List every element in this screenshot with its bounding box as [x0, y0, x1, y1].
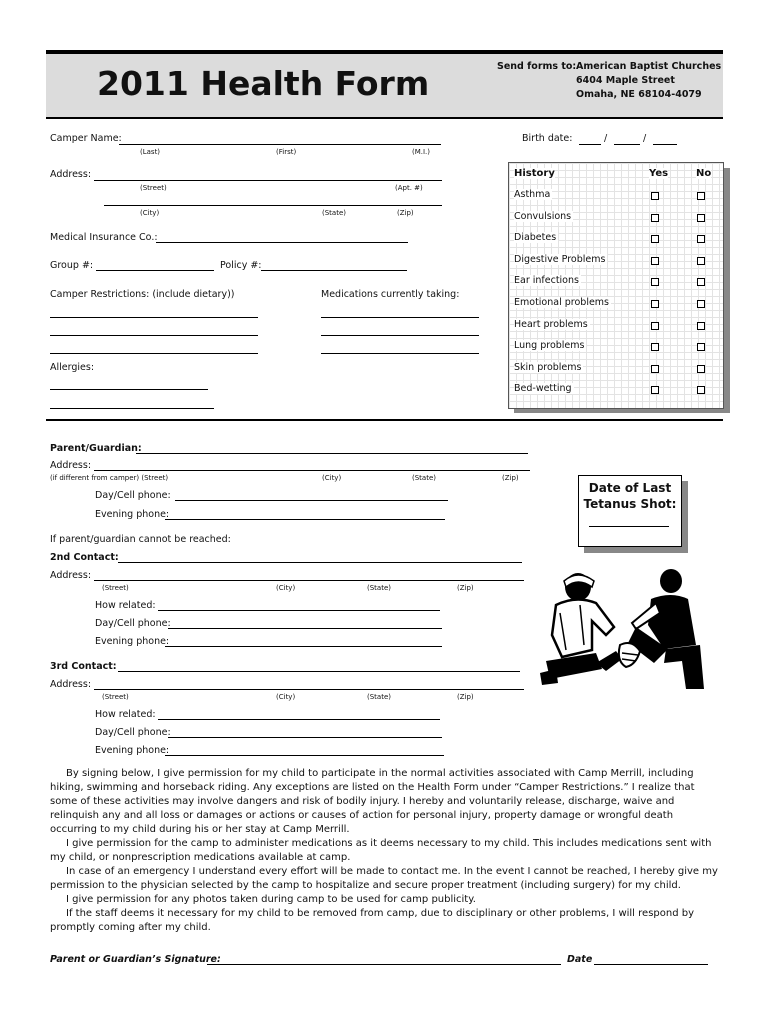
yes-checkbox[interactable] — [651, 300, 659, 308]
allergies-line-1[interactable] — [50, 389, 208, 390]
history-row — [509, 249, 723, 271]
contact3-daycell-label: Day/Cell phone: — [95, 727, 171, 738]
parent-city-caption: (City) — [322, 474, 342, 482]
first-aid-clipart-icon — [536, 565, 716, 690]
contact3-related-field[interactable] — [158, 719, 440, 720]
yes-checkbox[interactable] — [651, 278, 659, 286]
contact3-evening-label: Evening phone: — [95, 745, 170, 756]
history-item-label: Bed-wetting — [514, 383, 572, 395]
medications-line-1[interactable] — [321, 317, 479, 318]
history-row — [509, 227, 723, 249]
restrictions-label: Camper Restrictions: (include dietary)) — [50, 289, 235, 300]
tetanus-line-1: Date of Last — [588, 481, 672, 495]
contact2-related-label: How related: — [95, 600, 156, 611]
history-row — [509, 314, 723, 336]
yes-header: Yes — [649, 168, 669, 179]
history-item-label: Asthma — [514, 189, 551, 200]
c2-state-caption: (State) — [367, 584, 391, 592]
apt-caption: (Apt. #) — [395, 184, 423, 192]
medications-line-2[interactable] — [321, 335, 479, 336]
no-checkbox[interactable] — [697, 300, 705, 308]
contact3-label: 3rd Contact: — [50, 661, 117, 672]
camper-name-label: Camper Name: — [50, 133, 122, 144]
history-table — [508, 162, 724, 409]
insurance-label: Medical Insurance Co.: — [50, 232, 158, 243]
history-item-label: Emotional problems — [514, 297, 610, 308]
restrictions-line-3[interactable] — [50, 353, 258, 354]
unreachable-note: If parent/guardian cannot be reached: — [50, 534, 231, 545]
consent-paragraph: If the staff deems it necessary for my child to be removed from camp, due to disciplinary or other problems, I will respond by promptly coming after my child. — [50, 908, 694, 933]
parent-address-label: Address: — [50, 460, 92, 471]
camper-city-field[interactable] — [104, 205, 442, 206]
mi-caption: (M.I.) — [412, 148, 431, 156]
no-checkbox[interactable] — [697, 278, 705, 286]
yes-checkbox[interactable] — [651, 365, 659, 373]
parent-daycell-label: Day/Cell phone: — [95, 490, 171, 501]
history-item-label: Digestive Problems — [514, 253, 606, 265]
history-item-label: Ear infections — [514, 275, 579, 287]
contact2-label: 2nd Contact: — [50, 552, 119, 563]
yes-checkbox[interactable] — [651, 192, 659, 200]
no-checkbox[interactable] — [697, 322, 705, 330]
tetanus-line-2: Tetanus Shot: — [583, 497, 677, 511]
history-header: History — [514, 168, 555, 179]
contact2-daycell-field[interactable] — [168, 628, 442, 629]
yes-checkbox[interactable] — [651, 343, 659, 351]
no-checkbox[interactable] — [697, 257, 705, 265]
history-row — [509, 335, 723, 357]
parent-name-field[interactable] — [136, 453, 528, 454]
history-item-label: Lung problems — [514, 340, 585, 352]
allergies-label: Allergies: — [50, 362, 95, 373]
birth-year-field[interactable] — [653, 144, 677, 145]
contact3-address-field[interactable] — [94, 689, 524, 690]
consent-paragraph: By signing below, I give permission for my child to participate in the normal activities associated with Camp Merrill, including hiking, swimming and horseback riding. Any exceptions are listed on the Health Form under “Camper Restrictions.” I realize that some of these activities may involve dangers and risk of bodily injury. I hereby and voluntarily release, discharge, waive and relinquish any and all loss or damages or actions or causes of action for personal injury, property damage or wrongful death occurring to my child during his or her stay at Camp Merrill. — [50, 768, 695, 835]
parent-state-caption: (State) — [412, 474, 436, 482]
contact3-evening-field[interactable] — [165, 755, 444, 756]
section-divider — [46, 419, 723, 421]
contact2-related-field[interactable] — [158, 610, 440, 611]
consent-paragraph: I give permission for any photos taken during camp to be used for camp publicity. — [66, 894, 476, 905]
history-item-label: Convulsions — [514, 210, 572, 222]
parent-zip-caption: (Zip) — [502, 474, 519, 482]
contact2-name-field[interactable] — [118, 562, 522, 563]
parent-label: Parent/Guardian: — [50, 443, 142, 454]
camper-address-label: Address: — [50, 169, 92, 180]
no-checkbox[interactable] — [697, 192, 705, 200]
no-checkbox[interactable] — [697, 386, 705, 394]
history-row — [509, 184, 723, 206]
state-caption: (State) — [322, 209, 346, 217]
policy-field[interactable] — [261, 270, 407, 271]
tetanus-date-field[interactable] — [589, 526, 669, 527]
tetanus-box — [578, 475, 682, 547]
group-label: Group #: — [50, 260, 94, 271]
parent-evening-label: Evening phone: — [95, 509, 170, 520]
history-row — [509, 357, 723, 379]
city-caption: (City) — [140, 209, 160, 217]
camper-street-field[interactable] — [94, 180, 442, 181]
c2-zip-caption: (Zip) — [457, 584, 474, 592]
yes-checkbox[interactable] — [651, 235, 659, 243]
send-forms-label: Send forms to: — [497, 61, 577, 72]
contact2-daycell-label: Day/Cell phone: — [95, 618, 171, 629]
no-checkbox[interactable] — [697, 365, 705, 373]
birth-date-label: Birth date: — [522, 133, 573, 144]
history-row — [509, 292, 723, 314]
history-item-label: Skin problems — [514, 361, 582, 373]
policy-label: Policy #: — [220, 260, 262, 271]
yes-checkbox[interactable] — [651, 257, 659, 265]
yes-checkbox[interactable] — [651, 386, 659, 394]
signature-field[interactable] — [207, 964, 561, 965]
birth-sep-1: / — [604, 133, 608, 144]
no-header: No — [696, 168, 712, 179]
history-item-label: Diabetes — [514, 232, 557, 244]
contact3-address-label: Address: — [50, 679, 92, 690]
contact3-related-label: How related: — [95, 709, 156, 720]
allergies-line-2[interactable] — [50, 408, 214, 409]
if-different-caption: (if different from camper) (Street) — [50, 474, 169, 482]
contact3-name-field[interactable] — [118, 671, 520, 672]
consent-paragraph: I give permission for the camp to administer medications as it deems necessary to my child. This includes medications sent with my child, or nonprescription medications available at camp. — [50, 838, 712, 863]
insurance-field[interactable] — [156, 242, 408, 243]
contact2-address-field[interactable] — [94, 580, 524, 581]
no-checkbox[interactable] — [697, 343, 705, 351]
c2-city-caption: (City) — [276, 584, 296, 592]
consent-text — [50, 767, 722, 935]
medications-label: Medications currently taking: — [321, 289, 460, 300]
contact2-evening-label: Evening phone: — [95, 636, 170, 647]
page-title: 2011 Health Form — [97, 64, 430, 103]
c3-street-caption: (Street) — [102, 693, 129, 701]
send-city: Omaha, NE 68104-4079 — [576, 89, 702, 100]
no-checkbox[interactable] — [697, 214, 705, 222]
history-row — [509, 270, 723, 292]
birth-day-field[interactable] — [614, 144, 640, 145]
signature-label: Parent or Guardian’s Signature: — [50, 954, 221, 965]
c3-city-caption: (City) — [276, 693, 296, 701]
consent-paragraph: In case of an emergency I understand every effort will be made to contact me. In the event I cannot be reached, I hereby give my permission to the physician selected by the camp to hospitalize and secure proper treatment (including surgery) for my child. — [50, 866, 718, 891]
contact2-evening-field[interactable] — [165, 646, 442, 647]
birth-sep-2: / — [643, 133, 647, 144]
c3-zip-caption: (Zip) — [457, 693, 474, 701]
zip-caption: (Zip) — [397, 209, 414, 217]
yes-checkbox[interactable] — [651, 214, 659, 222]
contact3-daycell-field[interactable] — [168, 737, 442, 738]
c2-street-caption: (Street) — [102, 584, 129, 592]
parent-daycell-field[interactable] — [175, 500, 448, 501]
camper-name-field[interactable] — [119, 144, 441, 145]
c3-state-caption: (State) — [367, 693, 391, 701]
street-caption: (Street) — [140, 184, 167, 192]
medications-line-3[interactable] — [321, 353, 479, 354]
restrictions-line-1[interactable] — [50, 317, 258, 318]
birth-month-field[interactable] — [579, 144, 601, 145]
first-caption: (First) — [276, 148, 297, 156]
group-field[interactable] — [96, 270, 214, 271]
signature-date-field[interactable] — [594, 964, 708, 965]
no-checkbox[interactable] — [697, 235, 705, 243]
parent-address-field[interactable] — [94, 470, 530, 471]
history-row — [509, 378, 723, 400]
yes-checkbox[interactable] — [651, 322, 659, 330]
parent-evening-field[interactable] — [165, 519, 445, 520]
send-street: 6404 Maple Street — [576, 75, 675, 86]
date-label: Date — [567, 954, 593, 965]
contact2-address-label: Address: — [50, 570, 92, 581]
history-item-label: Heart problems — [514, 318, 588, 330]
restrictions-line-2[interactable] — [50, 335, 258, 336]
send-org: American Baptist Churches — [576, 61, 722, 72]
last-caption: (Last) — [140, 148, 161, 156]
history-row — [509, 206, 723, 228]
